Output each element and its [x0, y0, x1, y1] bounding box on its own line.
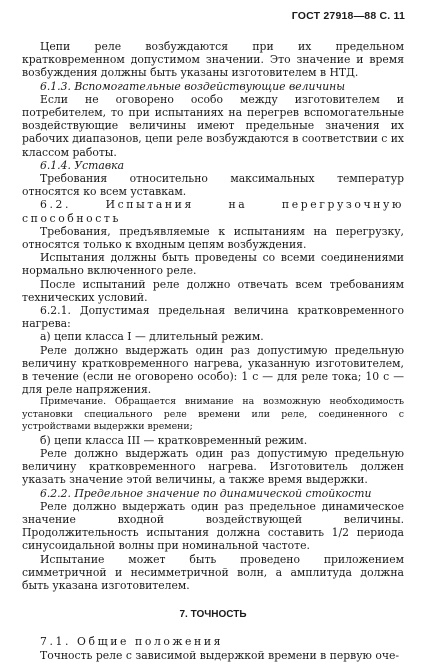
paragraph: Требования относительно максимальных температур относятся ко всем уставкам.: [22, 172, 404, 199]
paragraph: Реле должно выдержать один раз предельное динамическое значение входной воздействующей величины. Продолжительность испытания должна составить 1/2 периода синусоидальной волны при номинальной частоте.: [22, 499, 404, 553]
note: Примечание. Обращается внимание на возможную необходимость установки специального реле времени или реле, соединенного с устройствами выдержки времени;: [22, 396, 404, 433]
section-heading: 6.1.4. Уставка: [40, 158, 125, 172]
section-heading: 6.1.3. Вспомогательные воздействующие величины: [40, 79, 346, 93]
paragraph: Реле должно выдержать один раз допустимую предельную величину кратковременного нагрева, указанную изготовителем, в течение (если не оговорено особо): 1 с — для реле тока; 10 с — для реле напряжения.: [22, 343, 404, 397]
paragraph: Реле должно выдержать один раз допустимую предельную величину кратковременного нагрева. Изготовитель должен указать значение этой величины, а также время выдержки.: [22, 446, 404, 487]
paragraph: 6.2.1. Допустимая предельная величина кратковременного нагрева:: [22, 304, 404, 331]
paragraph: Испытание может быть проведено приложением симметричной и несимметричной волн, а амплитуда должна быть указана изготовителем.: [22, 552, 404, 592]
section-heading: 6.2.2. Предельное значение по динамической стойкости: [40, 486, 372, 500]
paragraph: Требования, предъявляемые к испытаниям на перегрузку, относятся только к входным цепям возбуждения.: [22, 224, 404, 252]
paragraph: После испытаний реле должно отвечать всем требованиям технических условий.: [22, 277, 404, 304]
paragraph: Если не оговорено особо между изготовителем и потребителем, то при испытаниях на перегрев вспомогательные воздействующие величины имеют предельные значения их рабочих диапазонов, цепи реле возбуждаются в соответствии с их классом работы.: [22, 92, 404, 159]
section-heading: 7.1. Общие положения: [40, 635, 224, 649]
paragraph: Испытания должны быть проведены со всеми соединениями нормально включенного реле.: [22, 251, 404, 278]
paragraph: Цепи реле возбуждаются при их предельном кратковременном допустимом значении. Это значение и время возбуждения должны быть указаны изготовителем в НТД.: [22, 40, 404, 80]
page-header: ГОСТ 27918—88 С. 11: [291, 10, 405, 22]
list-item: б) цепи класса III — кратковременный режим.: [40, 433, 308, 447]
paragraph: Точность реле с зависимой выдержкой времени в первую оче-: [40, 648, 400, 662]
document-body: [22, 40, 404, 662]
list-item: а) цепи класса I — длительный режим.: [40, 330, 264, 344]
chapter-heading: 7. ТОЧНОСТЬ: [179, 609, 247, 621]
section-heading: 6.2. Испытания на перегрузочную способность: [22, 198, 404, 225]
